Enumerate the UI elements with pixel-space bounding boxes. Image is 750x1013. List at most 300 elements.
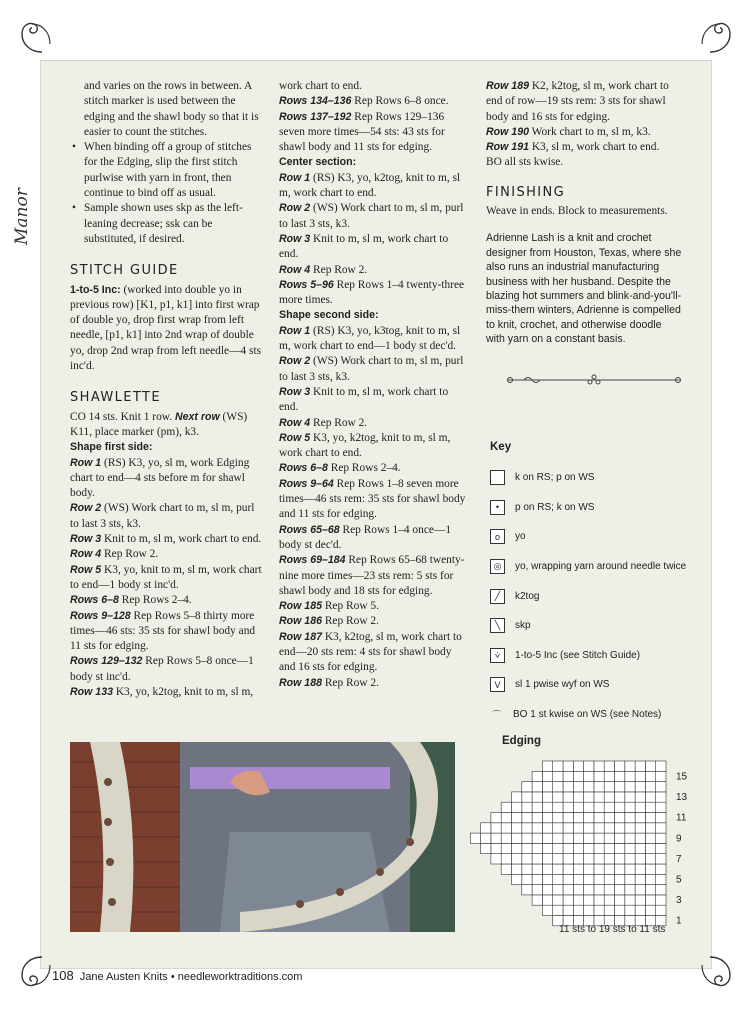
finishing-text: Weave in ends. Block to measurements. <box>486 205 668 218</box>
key-symbol-icon: ⩒ <box>490 648 505 663</box>
shawl-photo <box>70 742 455 932</box>
chart-cell <box>522 813 532 823</box>
row-list <box>486 79 686 155</box>
chart-cell <box>635 854 645 864</box>
chart-cell <box>594 792 604 802</box>
chart-cell <box>615 854 625 864</box>
chart-cell <box>645 885 655 895</box>
pattern-row: Row 1 (RS) K3, yo, k3tog, knit to m, sl m, work chart to end—1 body st dec'd. <box>279 324 461 353</box>
chart-cell <box>584 792 594 802</box>
chart-cell <box>594 833 604 843</box>
page-number: 108 <box>52 968 74 983</box>
pattern-row: Rows 9–128 Rep Rows 5–8 thirty more times—46 sts: 35 sts for shawl body and 11 sts for edging. <box>70 609 256 653</box>
chart-cell <box>584 895 594 905</box>
chart-cell <box>512 843 522 853</box>
chart-cell <box>542 885 552 895</box>
key-item <box>490 552 700 582</box>
chart-cell <box>594 823 604 833</box>
chart-cell <box>594 771 604 781</box>
chart-cell <box>625 864 635 874</box>
chart-cell <box>615 782 625 792</box>
chart-cell <box>573 905 583 915</box>
chart-cell <box>604 771 614 781</box>
pattern-row: Row 185 Rep Row 5. <box>279 600 379 613</box>
chart-cell <box>542 905 552 915</box>
chart-cell <box>563 885 573 895</box>
pattern-row: Row 4 Rep Row 2. <box>279 416 368 429</box>
chart-cell <box>656 802 666 812</box>
chart-cell <box>532 833 542 843</box>
notes-intro: and varies on the rows in between. A stitch marker is used between the edging and the shawl body so that it is easier to count the stitches. <box>84 80 259 138</box>
chart-cell <box>594 813 604 823</box>
chart-cell <box>656 905 666 915</box>
pattern-row: Rows 6–8 Rep Rows 2–4. <box>70 594 192 607</box>
chart-cell <box>542 823 552 833</box>
chart-cell <box>584 782 594 792</box>
key-label: yo <box>515 531 526 543</box>
chart-cell <box>512 864 522 874</box>
chart-cell <box>553 874 563 884</box>
pattern-row: Row 1 (RS) K3, yo, sl m, work Edging chart to end—4 sts before m for shawl body. <box>70 456 250 500</box>
chart-cell <box>615 802 625 812</box>
chart-cell <box>481 823 491 833</box>
row-list <box>70 456 266 701</box>
key-item <box>490 670 700 700</box>
chart-cell <box>656 854 666 864</box>
chart-cell <box>573 874 583 884</box>
chart-cell <box>625 905 635 915</box>
chart-cell <box>532 823 542 833</box>
chart-cell <box>604 802 614 812</box>
pattern-row: Rows 65–68 Rep Rows 1–4 once—1 body st dec'd. <box>279 523 452 551</box>
chart-cell <box>604 792 614 802</box>
key-label: k2tog <box>515 590 540 602</box>
chart-cell <box>604 885 614 895</box>
inc-text: (worked into double yo in previous row) [K1, p1, k1] into first wrap of double yo, drop first wrap from left needle, [p1, k1] into 2nd wrap of double yo, drop 2nd wrap from left needle—4 sts inc'd. <box>70 283 262 373</box>
chart-cell <box>491 843 501 853</box>
chart-cell <box>563 792 573 802</box>
key-item <box>490 522 700 552</box>
chart-cell <box>615 823 625 833</box>
chart-cell <box>491 833 501 843</box>
chart-cell <box>553 813 563 823</box>
chart-cell <box>645 792 655 802</box>
chart-row-label: 15 <box>676 771 688 783</box>
designer-bio: Adrienne Lash is a knit and crochet designer from Houston, Texas, where she also runs an industrial manufacturing business with her husband. Despite the blazing hot summers and blink-and-you'll-miss-them winters, Adrienne is compelled to knit, crochet, and otherwise doodle with yarn on a constant basis. <box>486 232 682 346</box>
chart-cell <box>563 833 573 843</box>
chart-cell <box>635 843 645 853</box>
chart-cell <box>512 823 522 833</box>
chart-cell <box>542 854 552 864</box>
chart-cell <box>615 874 625 884</box>
chart-cell <box>625 782 635 792</box>
key-item <box>490 581 700 611</box>
chart-cell <box>584 864 594 874</box>
pattern-row: Row 3 Knit to m, sl m, work chart to end. <box>279 385 449 414</box>
chart-cell <box>594 874 604 884</box>
chart-cell <box>656 843 666 853</box>
spine-title: Manor <box>12 188 32 245</box>
chart-cell <box>656 823 666 833</box>
chart-cell <box>563 864 573 874</box>
chart-cell <box>573 782 583 792</box>
chart-cell <box>604 782 614 792</box>
chart-cell <box>635 761 645 771</box>
chart-cell <box>512 854 522 864</box>
chart-cell <box>563 823 573 833</box>
chart-cell <box>594 843 604 853</box>
chart-cell <box>625 833 635 843</box>
chart-cell <box>542 864 552 874</box>
chart-cell <box>625 761 635 771</box>
chart-cell <box>573 833 583 843</box>
stitch-guide-heading: STITCH GUIDE <box>70 263 179 279</box>
chart-cell <box>584 874 594 884</box>
chart-cell <box>553 895 563 905</box>
chart-cell <box>604 874 614 884</box>
pattern-row: Row 3 Knit to m, sl m, work chart to end. <box>70 533 262 546</box>
chart-cell <box>584 771 594 781</box>
chart-cell <box>501 833 511 843</box>
notes-bullet: • Sample shown uses skp as the left-leaning decrease; ssk can be substituted, if desired. <box>70 201 266 247</box>
chart-cell <box>615 813 625 823</box>
edging-caption: 11 sts to 19 sts to 11 sts <box>559 924 666 935</box>
chart-cell <box>625 802 635 812</box>
chart-cell <box>656 761 666 771</box>
chart-cell <box>625 874 635 884</box>
chart-cell <box>594 895 604 905</box>
key-symbol-icon: o <box>490 529 505 544</box>
chart-cell <box>522 874 532 884</box>
chart-cell <box>645 895 655 905</box>
chart-cell <box>656 792 666 802</box>
chart-cell <box>635 782 645 792</box>
chart-cell <box>512 792 522 802</box>
chart-cell <box>615 905 625 915</box>
chart-cell <box>563 843 573 853</box>
chart-cell <box>573 792 583 802</box>
chart-cell <box>522 792 532 802</box>
chart-cell <box>625 823 635 833</box>
chart-cell <box>553 782 563 792</box>
chart-cell <box>532 874 542 884</box>
chart-cell <box>594 854 604 864</box>
chart-cell <box>573 802 583 812</box>
key-symbol-icon: ◎ <box>490 559 505 574</box>
column-3 <box>486 79 686 387</box>
key-list <box>490 463 700 729</box>
pattern-row: Row 1 (RS) K3, yo, k2tog, knit to m, sl m, work chart to end. <box>279 171 461 200</box>
chart-cell <box>584 833 594 843</box>
chart-cell <box>532 813 542 823</box>
chart-cell <box>481 833 491 843</box>
chart-cell <box>470 833 480 843</box>
pattern-row: Row 2 (WS) Work chart to m, sl m, purl to last 3 sts, k3. <box>279 355 464 383</box>
bind-off-text: BO all sts kwise. <box>486 156 564 169</box>
pattern-row: Row 133 K3, yo, k2tog, knit to m, sl m, <box>70 685 254 698</box>
chart-cell <box>635 874 645 884</box>
key-label: yo, wrapping yarn around needle twice <box>515 561 687 573</box>
chart-cell <box>645 833 655 843</box>
pattern-row: Row 3 Knit to m, sl m, work chart to end. <box>279 232 449 261</box>
chart-cell <box>501 864 511 874</box>
chart-cell <box>542 771 552 781</box>
key-symbol-icon: ⌒ <box>491 710 501 721</box>
pattern-row: Rows 9–64 Rep Rows 1–8 seven more times—46 sts rem: 35 sts for shawl body and 11 sts for edging. <box>279 477 466 521</box>
chart-cell <box>615 864 625 874</box>
pattern-row: Rows 69–184 Rep Rows 65–68 twenty-nine more times—23 sts rem: 5 sts for shawl body and 18 sts for edging. <box>279 554 465 597</box>
chart-cell <box>481 843 491 853</box>
pattern-row: Row 4 Rep Row 2. <box>279 263 368 276</box>
row-list <box>279 324 469 691</box>
chart-cell <box>625 843 635 853</box>
chart-cell <box>542 895 552 905</box>
chart-cell <box>491 854 501 864</box>
chart-cell <box>625 792 635 802</box>
key-title: Key <box>490 441 512 453</box>
key-label: p on RS; k on WS <box>515 501 595 513</box>
chart-cell <box>501 823 511 833</box>
chart-cell <box>563 782 573 792</box>
chart-cell <box>563 874 573 884</box>
chart-cell <box>542 874 552 884</box>
chart-cell <box>604 833 614 843</box>
chart-cell <box>635 895 645 905</box>
key-label: k on RS; p on WS <box>515 472 595 484</box>
chart-cell <box>542 782 552 792</box>
chart-cell <box>491 823 501 833</box>
chart-cell <box>604 864 614 874</box>
pattern-row: Row 4 Rep Row 2. <box>70 548 159 561</box>
chart-cell <box>584 885 594 895</box>
key-item <box>490 463 700 493</box>
chart-cell <box>604 854 614 864</box>
pattern-row: Row 5 K3, yo, knit to m, sl m, work chart to end—1 body st inc'd. <box>70 563 262 591</box>
row-list <box>279 171 469 309</box>
chart-cell <box>532 782 542 792</box>
key-item <box>490 611 700 641</box>
chart-cell <box>584 905 594 915</box>
chart-cell <box>532 895 542 905</box>
chart-cell <box>615 843 625 853</box>
chart-cell <box>532 792 542 802</box>
chart-cell <box>656 885 666 895</box>
finishing-heading: FINISHING <box>486 184 566 200</box>
chart-cell <box>522 885 532 895</box>
chart-cell <box>573 761 583 771</box>
chart-cell <box>594 782 604 792</box>
cast-on-instruction: CO 14 sts. Knit 1 row. Next row (WS) K11, place marker (pm), k3. <box>70 410 248 438</box>
chart-cell <box>512 813 522 823</box>
chart-row-label: 13 <box>676 792 688 804</box>
chart-cell <box>563 854 573 864</box>
chart-cell <box>645 874 655 884</box>
shawlette-heading: SHAWLETTE <box>70 390 161 406</box>
chart-cell <box>656 782 666 792</box>
chart-cell <box>594 905 604 915</box>
ornament-divider-icon <box>504 373 684 387</box>
chart-cell <box>563 802 573 812</box>
chart-cell <box>563 761 573 771</box>
chart-cell <box>635 813 645 823</box>
chart-cell <box>573 823 583 833</box>
chart-cell <box>501 813 511 823</box>
inc-instruction <box>70 283 266 375</box>
pattern-row: Rows 137–192 Rep Rows 129–136 seven more times—54 sts: 43 sts for shawl body and 11 sts for edging. <box>279 110 445 154</box>
chart-cell <box>573 843 583 853</box>
chart-cell <box>522 864 532 874</box>
chart-cell <box>532 854 542 864</box>
page-footer <box>52 968 302 983</box>
edging-title: Edging <box>502 735 541 747</box>
column-2 <box>279 79 469 691</box>
chart-cell <box>645 771 655 781</box>
chart-cell <box>501 854 511 864</box>
pattern-row: Row 2 (WS) Work chart to m, sl m, purl to last 3 sts, k3. <box>70 502 255 530</box>
chart-row-label: 7 <box>676 853 682 865</box>
chart-cell <box>532 864 542 874</box>
chart-cell <box>615 885 625 895</box>
corner-flourish-icon <box>12 955 52 995</box>
chart-cell <box>553 761 563 771</box>
chart-cell <box>594 885 604 895</box>
key-symbol-icon: • <box>490 500 505 515</box>
chart-cell <box>563 813 573 823</box>
chart-cell <box>615 895 625 905</box>
pattern-row: Row 186 Rep Row 2. <box>279 615 379 628</box>
chart-cell <box>645 761 655 771</box>
notes-bullet: • When binding off a group of stitches for the Edging, slip the first stitch purlwise with yarn in front, then continue to bind off as usual. <box>70 140 266 201</box>
pattern-row: Rows 129–132 Rep Rows 5–8 once—1 body st inc'd. <box>70 655 254 683</box>
chart-cell <box>615 833 625 843</box>
chart-cell <box>584 802 594 812</box>
chart-cell <box>584 854 594 864</box>
key-symbol-icon: ╲ <box>490 618 505 633</box>
shape-first-heading: Shape first side: <box>70 441 153 454</box>
pattern-row: Row 2 (WS) Work chart to m, sl m, purl to last 3 sts, k3. <box>279 202 464 230</box>
chart-cell <box>584 813 594 823</box>
pattern-row: Rows 134–136 Rep Rows 6–8 once. <box>279 95 449 108</box>
chart-cell <box>645 813 655 823</box>
chart-cell <box>522 782 532 792</box>
chart-cell <box>645 782 655 792</box>
chart-cell <box>532 802 542 812</box>
pattern-row: Rows 6–8 Rep Rows 2–4. <box>279 462 401 475</box>
chart-cell <box>615 771 625 781</box>
chart-cell <box>604 895 614 905</box>
chart-key <box>490 441 700 729</box>
key-label: sl 1 pwise wyf on WS <box>515 679 610 691</box>
chart-cell <box>532 843 542 853</box>
chart-cell <box>563 905 573 915</box>
chart-cell <box>584 843 594 853</box>
chart-cell <box>656 771 666 781</box>
chart-cell <box>553 802 563 812</box>
chart-cell <box>522 823 532 833</box>
chart-cell <box>656 874 666 884</box>
chart-cell <box>635 864 645 874</box>
chart-cell <box>522 843 532 853</box>
corner-flourish-icon <box>700 955 740 995</box>
chart-cell <box>604 843 614 853</box>
chart-cell <box>635 792 645 802</box>
pattern-row: Row 189 K2, k2tog, sl m, work chart to end of row—19 sts rem: 3 sts for shawl body and 16 sts for edging. <box>486 80 669 123</box>
key-label: skp <box>515 620 531 632</box>
chart-cell <box>553 843 563 853</box>
chart-cell <box>635 833 645 843</box>
row-list <box>279 94 469 155</box>
chart-cell <box>573 771 583 781</box>
corner-flourish-icon <box>12 14 52 54</box>
chart-cell <box>584 761 594 771</box>
continued-text: work chart to end. <box>279 80 362 92</box>
chart-cell <box>573 885 583 895</box>
chart-cell <box>522 802 532 812</box>
chart-cell <box>656 864 666 874</box>
chart-cell <box>542 843 552 853</box>
pattern-row: Row 187 K3, k2tog, sl m, work chart to end—20 sts rem: 4 sts for shawl body and 16 sts for edging. <box>279 630 462 674</box>
chart-cell <box>635 885 645 895</box>
chart-cell <box>553 885 563 895</box>
key-item <box>490 700 700 730</box>
center-section-heading: Center section: <box>279 156 357 169</box>
chart-cell <box>625 854 635 864</box>
chart-cell <box>573 895 583 905</box>
chart-cell <box>501 802 511 812</box>
footer-text: Jane Austen Knits • needleworktraditions.com <box>79 971 303 983</box>
chart-cell <box>625 813 635 823</box>
chart-cell <box>645 864 655 874</box>
chart-cell <box>542 761 552 771</box>
chart-cell <box>553 833 563 843</box>
chart-cell <box>532 885 542 895</box>
column-1 <box>70 79 266 700</box>
chart-cell <box>635 802 645 812</box>
chart-cell <box>635 771 645 781</box>
chart-cell <box>563 895 573 905</box>
chart-cell <box>656 833 666 843</box>
chart-cell <box>635 905 645 915</box>
inc-label: 1-to-5 Inc: <box>70 283 121 296</box>
key-item <box>490 641 700 671</box>
chart-cell <box>542 833 552 843</box>
chart-cell <box>656 895 666 905</box>
chart-cell <box>645 843 655 853</box>
chart-cell <box>594 864 604 874</box>
chart-cell <box>625 771 635 781</box>
pattern-row: Rows 5–96 Rep Rows 1–4 twenty-three more times. <box>279 278 465 307</box>
pattern-row: Row 188 Rep Row 2. <box>279 676 379 689</box>
chart-cell <box>625 895 635 905</box>
chart-cell <box>553 854 563 864</box>
chart-cell <box>635 823 645 833</box>
pattern-row: Row 191 K3, sl m, work chart to end. <box>486 141 660 154</box>
chart-cell <box>512 802 522 812</box>
key-symbol-icon: V <box>490 677 505 692</box>
chart-cell <box>563 771 573 781</box>
chart-cell <box>542 792 552 802</box>
chart-cell <box>604 823 614 833</box>
chart-cell <box>501 843 511 853</box>
chart-cell <box>645 905 655 915</box>
chart-cell <box>604 761 614 771</box>
chart-cell <box>625 885 635 895</box>
chart-cell <box>594 802 604 812</box>
chart-cell <box>645 823 655 833</box>
chart-cell <box>645 854 655 864</box>
chart-cell <box>645 802 655 812</box>
key-symbol-icon: ╱ <box>490 589 505 604</box>
